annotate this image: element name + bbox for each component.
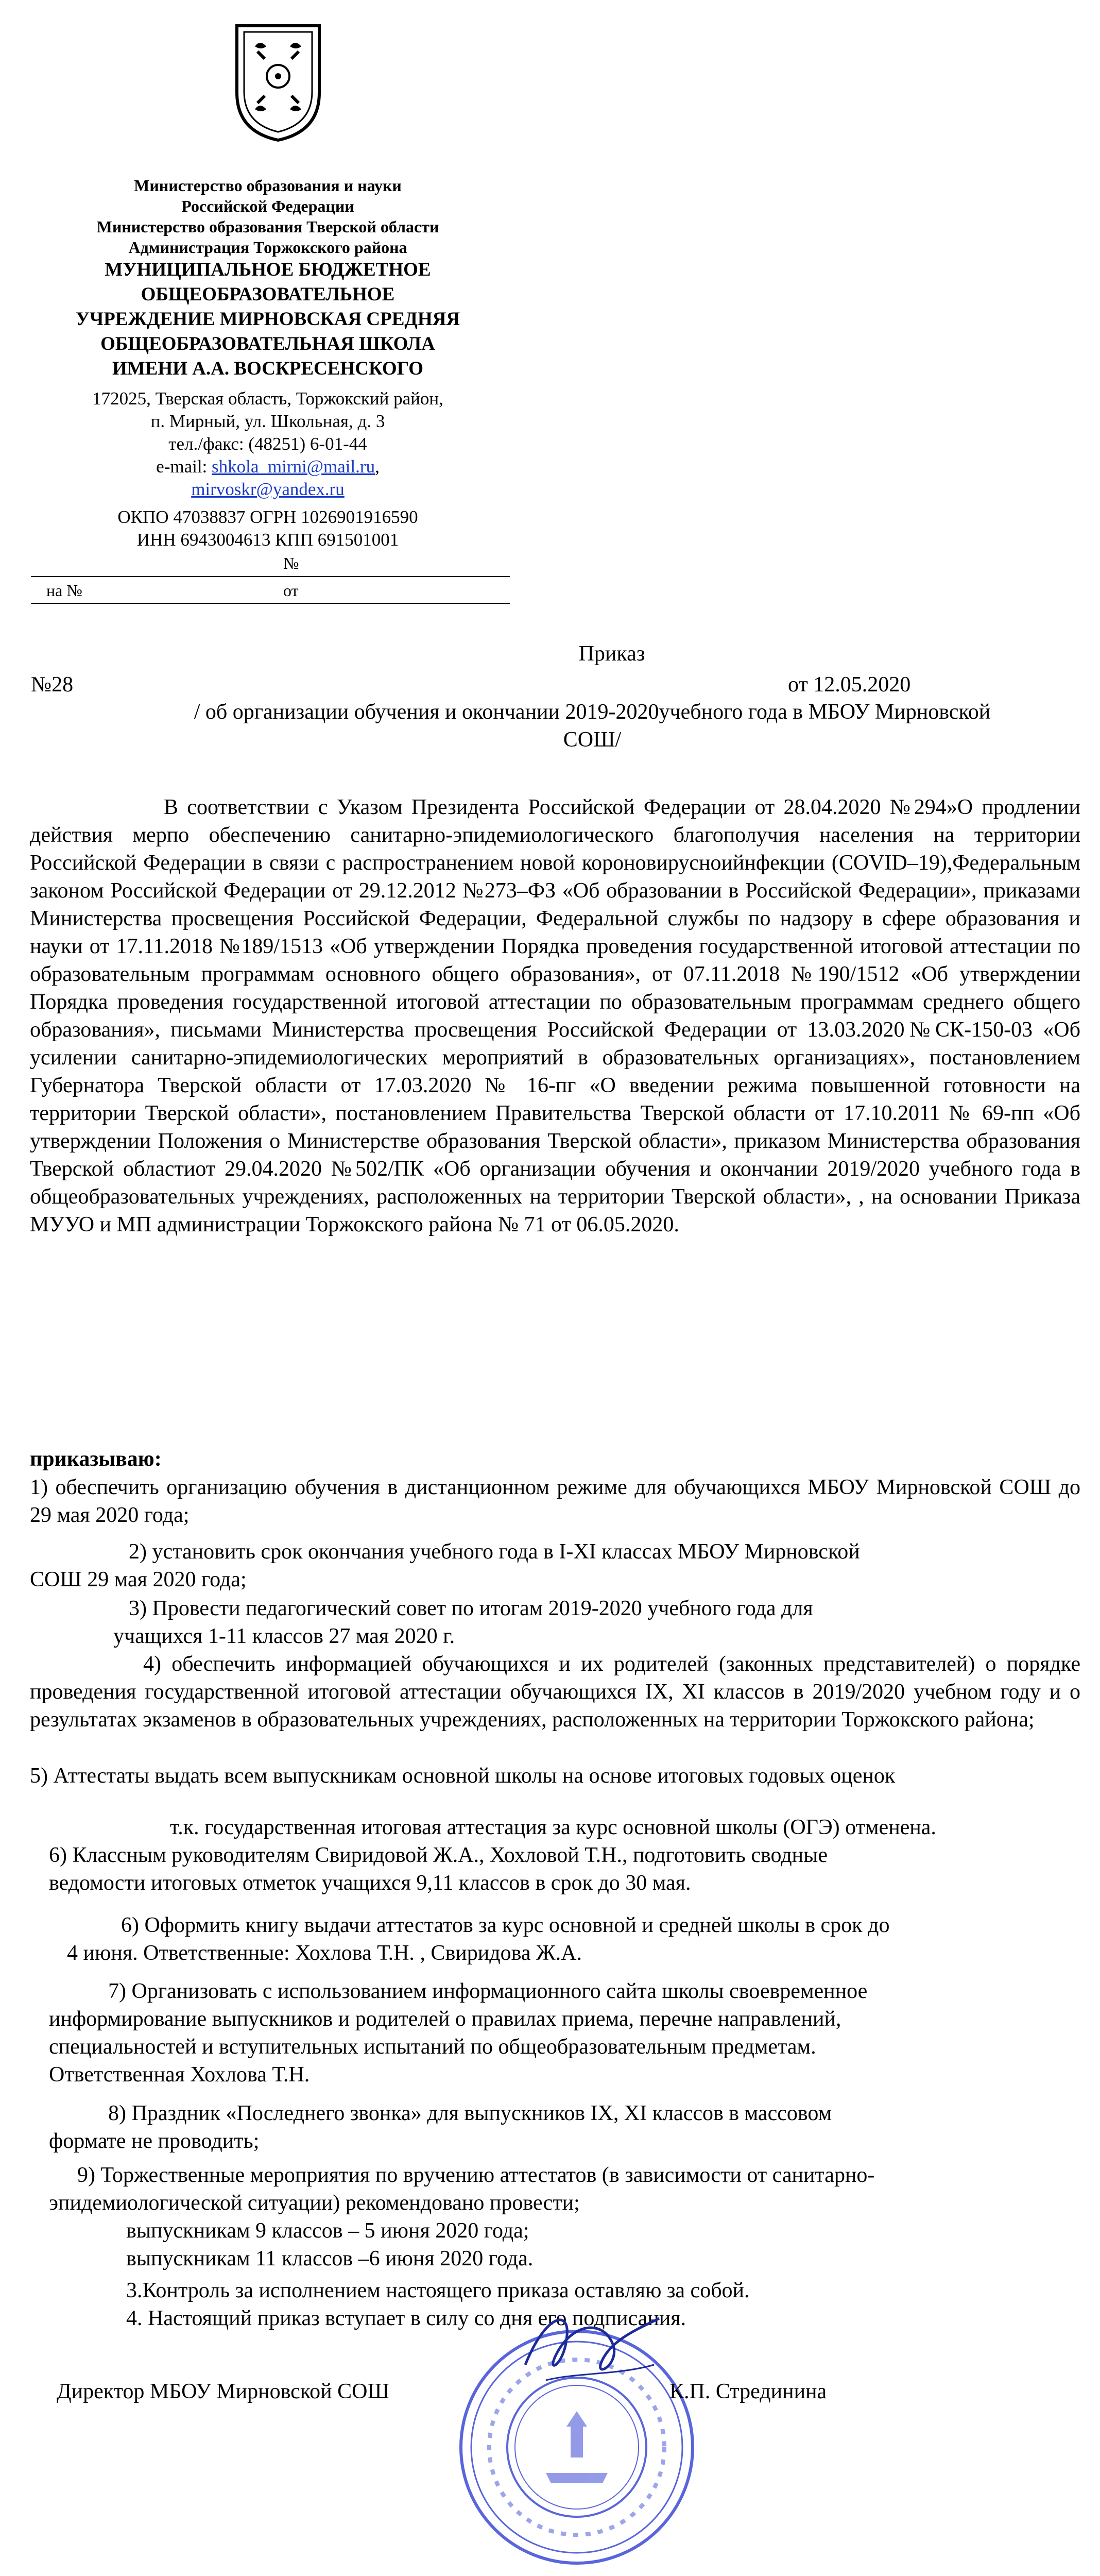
outgoing-number-label: № — [283, 554, 299, 572]
item-6b-line-2: 4 июня. Ответственные: Хохлова Т.Н. , Свиридова Ж.А. — [67, 1941, 582, 1965]
school-name-2: ОБЩЕОБРАЗОВАТЕЛЬНОЕ — [141, 284, 395, 305]
item-3-line-1: 3) Провести педагогический совет по итогам 2019-2020 учебного года для — [129, 1597, 813, 1620]
preamble-paragraph: В соответствии с Указом Президента Российской Федерации от 28.04.2020 №294»О продлении действия мерпо обеспечению санитарно-эпидемиологического благополучия населения на территории Российской Федерации в связи с распространением новой короновирусноийнфекции (COVID–19),Федеральным законом Российской Федерации от 29.12.2012 №273–ФЗ «Об образовании в Российской Федерации», приказами Министерства просвещения Российской Федерации, Федеральной службы по надзору в сфере образования и науки от 17.11.2018 №189/1513 «Об утверждении Порядка проведения государственной итоговой аттестации по образовательным программам основного общего образования», от 07.11.2018 №190/1512 «Об утверждении Порядка проведения государственной итоговой аттестации по образовательным программам среднего общего образования», письмами Министерства просвещения Российской Федерации от 13.03.2020№СК-150-03 «Об усилении санитарно-эпидемиологических мероприятий в образовательных организациях», постановлением Губернатора Тверской области от 17.03.2020 № 16-пг «О введении режима повышенной готовности на территории Тверской области», постановлением Правительства Тверской области от 17.10.2011 № 69-пп «Об утверждении Положения о Министерстве образования Тверской области», приказом Министерства образования Тверской областиот 29.04.2020 №502/ПК «Об организации обучения и окончании 2019/2020 учебного года в общеобразовательных учреждениях, расположенных на территории Тверской области», , на основании Приказа МУУО и МП администрации Торжокского района № 71 от 06.05.2020. — [30, 795, 1080, 1236]
order-subject — [129, 698, 1056, 754]
number-bottom-line — [31, 603, 510, 604]
email-separator: , — [375, 456, 380, 477]
decree-keyword: приказываю: — [30, 1447, 162, 1471]
item-8-line-1: 8) Праздник «Последнего звонка» для выпускников IX, XI классов в массовом — [108, 2102, 832, 2125]
letterhead-ministry-3: Министерство образования Тверской области — [96, 217, 439, 236]
email-label: e-mail: — [156, 456, 212, 477]
school-name-3: УЧРЕЖДЕНИЕ МИРНОВСКАЯ СРЕДНЯЯ — [75, 309, 460, 330]
item-7-line-2: информирование выпускников и родителей о правилах приема, перечне направлений, — [49, 2007, 841, 2031]
inn-kpp: ИНН 6943004613 КПП 691501001 — [136, 530, 399, 550]
item-9-line-1: 9) Торжественные мероприятия по вручению аттестатов (в зависимости от санитарно- — [77, 2163, 875, 2187]
email-link-1[interactable]: shkola_mirni@mail.ru — [212, 456, 375, 477]
order-date: от 12.05.2020 — [788, 673, 911, 697]
okpo-ogrn: ОКПО 47038837 ОГРН 1026901916590 — [117, 507, 418, 527]
director-name: К.П. Стрединина — [669, 2380, 827, 2403]
item-2-line-2: СОШ 29 мая 2020 года; — [30, 1568, 247, 1591]
item-1: 1) обеспечить организацию обучения в дистанционном режиме для обучающихся МБОУ Мирновской СОШ до 29 мая 2020 года; — [30, 1476, 1080, 1527]
item-3-line-2: учащихся 1-11 классов 27 мая 2020 г. — [113, 1624, 455, 1648]
item-9-line-2: эпидемиологической ситуации) рекомендовано провести; — [49, 2191, 580, 2215]
item-5-line-2: т.к. государственная итоговая аттестация за курс основной школы (ОГЭ) отменена. — [170, 1816, 936, 1839]
item-6-line-1: 6) Классным руководителям Свиридовой Ж.А., Хохловой Т.Н., подготовить сводные — [49, 1843, 828, 1867]
phone: тел./факс: (48251) 6-01-44 — [168, 434, 367, 454]
item-5-line-1: 5) Аттестаты выдать всем выпускникам основной школы на основе итоговых годовых оценок — [30, 1764, 896, 1788]
incoming-number-label: на № — [46, 581, 82, 600]
school-name-1: МУНИЦИПАЛЬНОЕ БЮДЖЕТНОЕ — [105, 259, 431, 280]
item-6-line-2: ведомости итоговых отметок учащихся 9,11 классов в срок до 30 мая. — [49, 1871, 691, 1895]
letterhead-ministry-1: Министерство образования и науки — [134, 176, 402, 195]
item-7-line-1: 7) Организовать с использованием информационного сайта школы своевременное — [108, 1979, 868, 2003]
address-line-2: п. Мирный, ул. Школьная, д. 3 — [150, 411, 385, 431]
item-7-line-4: Ответственная Хохлова Т.Н. — [49, 2063, 310, 2087]
director-signature-icon — [515, 2303, 669, 2396]
control-clause: 3.Контроль за исполнением настоящего приказа оставляю за собой. — [126, 2279, 750, 2302]
order-subject-line-1: / об организации обучения и окончании 2019-2020учебного года в МБОУ Мирновской — [194, 700, 991, 724]
director-position: Директор МБОУ Мирновской СОШ — [57, 2380, 389, 2403]
address-line-1: 172025, Тверская область, Торжокский район, — [92, 388, 443, 409]
email-link-2[interactable]: mirvoskr@yandex.ru — [191, 479, 345, 499]
effect-clause: 4. Настоящий приказ вступает в силу со дня его подписания. — [126, 2307, 686, 2330]
letterhead — [36, 175, 500, 551]
order-subject-line-2: СОШ/ — [563, 728, 622, 752]
number-divider-line — [31, 576, 510, 577]
email-line — [36, 455, 500, 478]
school-name-4: ОБЩЕОБРАЗОВАТЕЛЬНАЯ ШКОЛА — [100, 333, 435, 354]
letterhead-administration: Администрация Торжокского района — [128, 238, 407, 257]
item-9-line-4: выпускникам 11 классов –6 июня 2020 года. — [126, 2247, 534, 2270]
order-number: №28 — [31, 673, 74, 697]
school-name-5: ИМЕНИ А.А. ВОСКРЕСЕНСКОГО — [112, 358, 424, 379]
item-4: 4) обеспечить информацией обучающихся и их родителей (законных представителей) о порядке проведения государственной итоговой аттестации обучающихся IX, XI классов в 2019/2020 учебном году и о результатах экзаменов в образовательных учреждениях, расположенных на территории Торжокского района; — [30, 1652, 1080, 1732]
item-7-line-3: специальностей и вступительных испытаний по общеобразовательным предметам. — [49, 2035, 816, 2059]
email-line-2 — [36, 478, 500, 501]
item-9-line-3: выпускникам 9 классов – 5 июня 2020 года; — [126, 2219, 529, 2243]
letterhead-ministry-2: Российской Федерации — [181, 197, 354, 215]
item-2-line-1: 2) установить срок окончания учебного года в I-XI классах МБОУ Мирновской — [129, 1540, 860, 1564]
order-title: Приказ — [578, 642, 645, 666]
coat-of-arms-emblem-icon — [227, 21, 330, 144]
incoming-date-label: от — [283, 581, 299, 600]
item-6b-line-1: 6) Оформить книгу выдачи аттестатов за курс основной и средней школы в срок до — [121, 1913, 890, 1937]
item-8-line-2: формате не проводить; — [49, 2129, 260, 2153]
